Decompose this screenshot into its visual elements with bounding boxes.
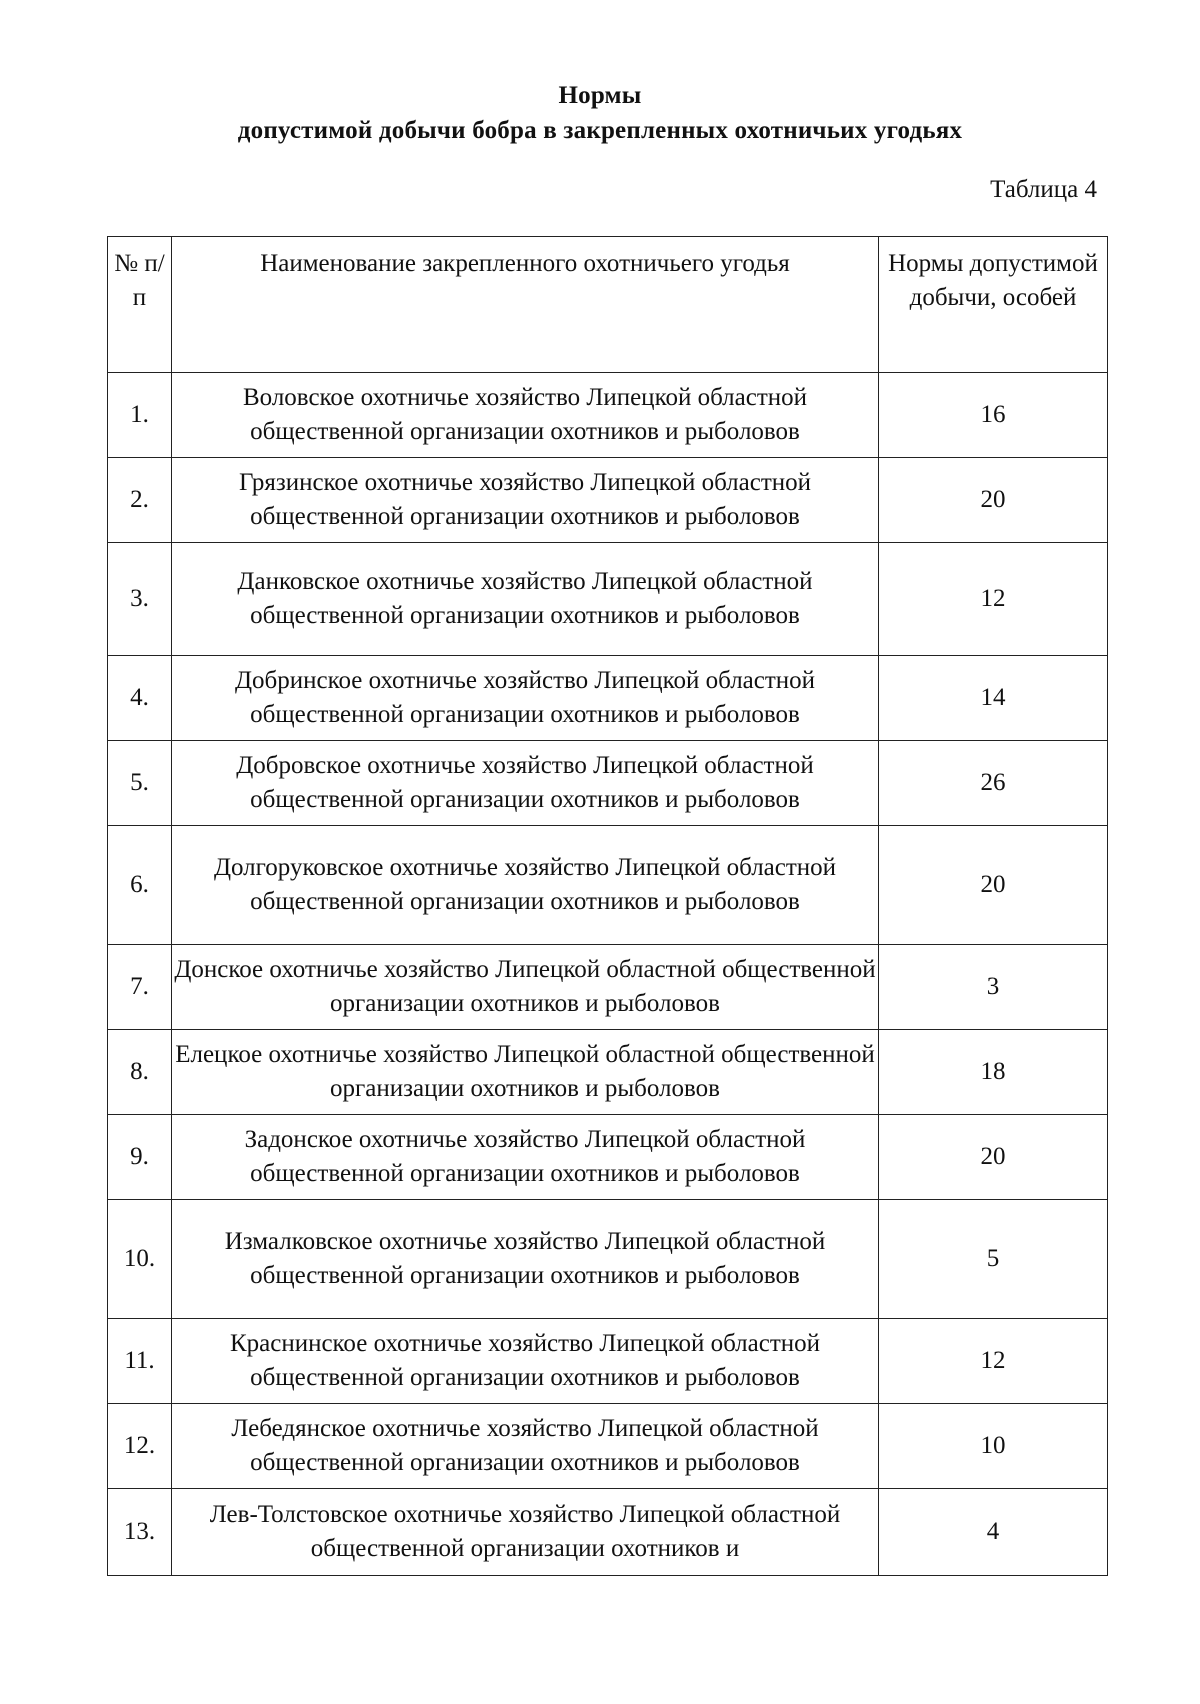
table-row xyxy=(108,1030,1108,1115)
row-value: 26 xyxy=(879,741,1108,826)
header-number: № п/п xyxy=(108,237,172,373)
row-value: 4 xyxy=(879,1489,1108,1576)
row-name: Лев-Толстовское охотничье хозяйство Липецкой областной общественной организации охотников и xyxy=(172,1489,879,1576)
row-name: Краснинское охотничье хозяйство Липецкой областной общественной организации охотников и рыболовов xyxy=(172,1319,879,1404)
row-number: 8. xyxy=(108,1030,172,1115)
header-value: Нормы допустимой добычи, особей xyxy=(879,237,1108,373)
table-row xyxy=(108,1319,1108,1404)
row-number: 4. xyxy=(108,656,172,741)
table-row xyxy=(108,373,1108,458)
table-header-row xyxy=(108,237,1108,373)
table-row xyxy=(108,741,1108,826)
row-name: Елецкое охотничье хозяйство Липецкой областной общественной организации охотников и рыболовов xyxy=(172,1030,879,1115)
row-number: 12. xyxy=(108,1404,172,1489)
table-row xyxy=(108,1404,1108,1489)
norms-table xyxy=(107,236,1108,1576)
row-value: 20 xyxy=(879,826,1108,945)
row-value: 18 xyxy=(879,1030,1108,1115)
table-row xyxy=(108,826,1108,945)
title-line-2: допустимой добычи бобра в закрепленных охотничьих угодьях xyxy=(237,117,963,144)
row-value: 16 xyxy=(879,373,1108,458)
row-number: 5. xyxy=(108,741,172,826)
row-value: 20 xyxy=(879,1115,1108,1200)
row-name: Грязинское охотничье хозяйство Липецкой областной общественной организации охотников и рыболовов xyxy=(172,458,879,543)
row-number: 10. xyxy=(108,1200,172,1319)
table-label: Таблица 4 xyxy=(990,176,1097,203)
title-line-1: Нормы xyxy=(558,82,642,109)
row-name: Данковское охотничье хозяйство Липецкой областной общественной организации охотников и рыболовов xyxy=(172,543,879,656)
row-number: 13. xyxy=(108,1489,172,1576)
row-value: 12 xyxy=(879,543,1108,656)
row-number: 9. xyxy=(108,1115,172,1200)
row-number: 1. xyxy=(108,373,172,458)
row-name: Измалковское охотничье хозяйство Липецкой областной общественной организации охотников и рыболовов xyxy=(172,1200,879,1319)
row-value: 14 xyxy=(879,656,1108,741)
document-title xyxy=(0,78,1200,148)
row-number: 3. xyxy=(108,543,172,656)
row-value: 10 xyxy=(879,1404,1108,1489)
row-number: 6. xyxy=(108,826,172,945)
row-name: Добринское охотничье хозяйство Липецкой областной общественной организации охотников и рыболовов xyxy=(172,656,879,741)
row-name: Воловское охотничье хозяйство Липецкой областной общественной организации охотников и рыболовов xyxy=(172,373,879,458)
row-name: Добровское охотничье хозяйство Липецкой областной общественной организации охотников и рыболовов xyxy=(172,741,879,826)
row-name: Долгоруковское охотничье хозяйство Липецкой областной общественной организации охотников и рыболовов xyxy=(172,826,879,945)
table-row xyxy=(108,458,1108,543)
table-row xyxy=(108,656,1108,741)
table-row xyxy=(108,1200,1108,1319)
row-name: Лебедянское охотничье хозяйство Липецкой областной общественной организации охотников и рыболовов xyxy=(172,1404,879,1489)
row-number: 11. xyxy=(108,1319,172,1404)
row-value: 12 xyxy=(879,1319,1108,1404)
header-name: Наименование закрепленного охотничьего угодья xyxy=(172,237,879,373)
table-row xyxy=(108,1115,1108,1200)
row-name: Задонское охотничье хозяйство Липецкой областной общественной организации охотников и рыболовов xyxy=(172,1115,879,1200)
table-row xyxy=(108,945,1108,1030)
row-number: 7. xyxy=(108,945,172,1030)
table-row xyxy=(108,1489,1108,1576)
table-row xyxy=(108,543,1108,656)
row-value: 3 xyxy=(879,945,1108,1030)
row-name: Донское охотничье хозяйство Липецкой областной общественной организации охотников и рыболовов xyxy=(172,945,879,1030)
row-value: 20 xyxy=(879,458,1108,543)
row-number: 2. xyxy=(108,458,172,543)
row-value: 5 xyxy=(879,1200,1108,1319)
